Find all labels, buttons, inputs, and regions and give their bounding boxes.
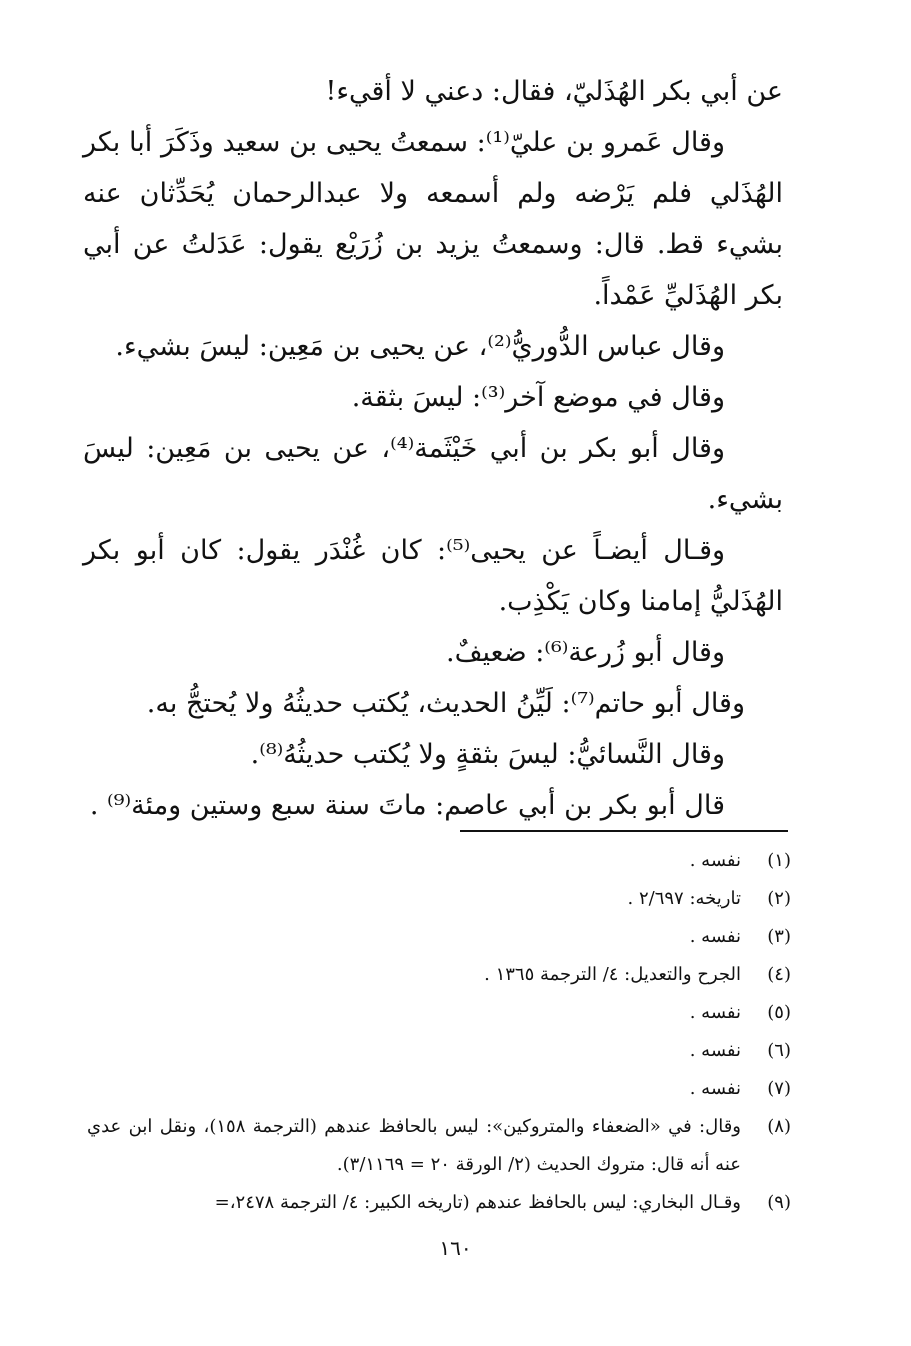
- footnote-8: [87, 1108, 791, 1184]
- footnote-number: (٥): [767, 1002, 791, 1023]
- paragraph-10: قال أبو بكر بن أبي عاصم: ماتَ سنة سبع وستين ومئة⁽⁹⁾ .: [89, 790, 725, 821]
- footnote-text: نفسه .: [689, 1040, 741, 1061]
- footnote-3: [87, 918, 791, 956]
- paragraph-9: وقال النَّسائيُّ: ليسَ بثقةٍ ولا يُكتب حديثُهُ⁽⁸⁾.: [250, 739, 725, 770]
- footnote-number: (٨): [767, 1116, 791, 1137]
- footnote-number: (٩): [767, 1192, 791, 1213]
- footnote-number: (٣): [767, 926, 791, 947]
- main-text: [83, 66, 783, 831]
- paragraph-3: وقال عباس الدُّوريُّ⁽²⁾، عن يحيى بن مَعِين: ليسَ بشيء.: [115, 331, 725, 362]
- paragraph-2: وقال عَمرو بن عليّ⁽¹⁾: سمعتُ يحيى بن سعيد وذَكَرَ أبا بكر الهُذَلي فلم يَرْضه ولم أسمعه ولا عبدالرحمان يُحَدِّثان عنه بشيء قط. قال: وسمعتُ يزيد بن زُرَيْع يقول: عَدَلتُ عن أبي بكر الهُذَليِّ عَمْداً.: [83, 127, 783, 311]
- paragraph-7: وقال أبو زُرعة⁽⁶⁾: ضعيفٌ.: [446, 637, 725, 668]
- footnote-9: [87, 1184, 791, 1222]
- paragraph-8: وقال أبو حاتم⁽⁷⁾: لَيِّنُ الحديث، يُكتب حديثُهُ ولا يُحتجُّ به.: [146, 688, 745, 719]
- footnote-text: نفسه .: [689, 1002, 741, 1023]
- footnote-text: تاريخه: ٢/٦٩٧ .: [627, 888, 741, 909]
- paragraph-5: وقال أبو بكر بن أبي خَيْثَمة⁽⁴⁾، عن يحيى بن مَعِين: ليسَ بشيء.: [83, 433, 783, 515]
- paragraph-6: وقـال أيضـاً عن يحيى⁽⁵⁾: كان غُنْدَر يقول: كان أبو بكر الهُذَليُّ إمامنا وكان يَكْذِب.: [83, 535, 783, 617]
- footnote-5: [87, 994, 791, 1032]
- footnote-text: نفسه .: [689, 850, 741, 871]
- footnote-text: وقال: في «الضعفاء والمتروكين»: ليس بالحافظ عندهم (الترجمة ١٥٨)، ونقل ابن عدي عنه أنه قال: متروك الحديث (٢/ الورقة ٢٠ = ٣/١١٦٩).: [87, 1116, 741, 1175]
- footnote-1: [87, 842, 791, 880]
- footnote-number: (٢): [767, 888, 791, 909]
- footnote-number: (٦): [767, 1040, 791, 1061]
- footnote-text: وقـال البخاري: ليس بالحافظ عندهم (تاريخه الكبير: ٤/ الترجمة ٢٤٧٨،=: [214, 1192, 741, 1213]
- paragraph-4: وقال في موضع آخر⁽³⁾: ليسَ بثقة.: [351, 382, 725, 413]
- footnote-divider: [460, 830, 788, 832]
- paragraph-1: عن أبي بكر الهُذَليّ، فقال: دعني لا أقيء!: [325, 76, 783, 107]
- footnote-7: [87, 1070, 791, 1108]
- page-number: ١٦٠: [439, 1236, 472, 1260]
- footnote-text: نفسه .: [689, 926, 741, 947]
- footnote-text: الجرح والتعديل: ٤/ الترجمة ١٣٦٥ .: [484, 964, 741, 985]
- footnote-number: (١): [767, 850, 791, 871]
- footnote-text: نفسه .: [689, 1078, 741, 1099]
- footnotes: [87, 842, 791, 1222]
- footnote-6: [87, 1032, 791, 1070]
- footnote-4: [87, 956, 791, 994]
- footnote-2: [87, 880, 791, 918]
- footnote-number: (٧): [767, 1078, 791, 1099]
- footnote-number: (٤): [767, 964, 791, 985]
